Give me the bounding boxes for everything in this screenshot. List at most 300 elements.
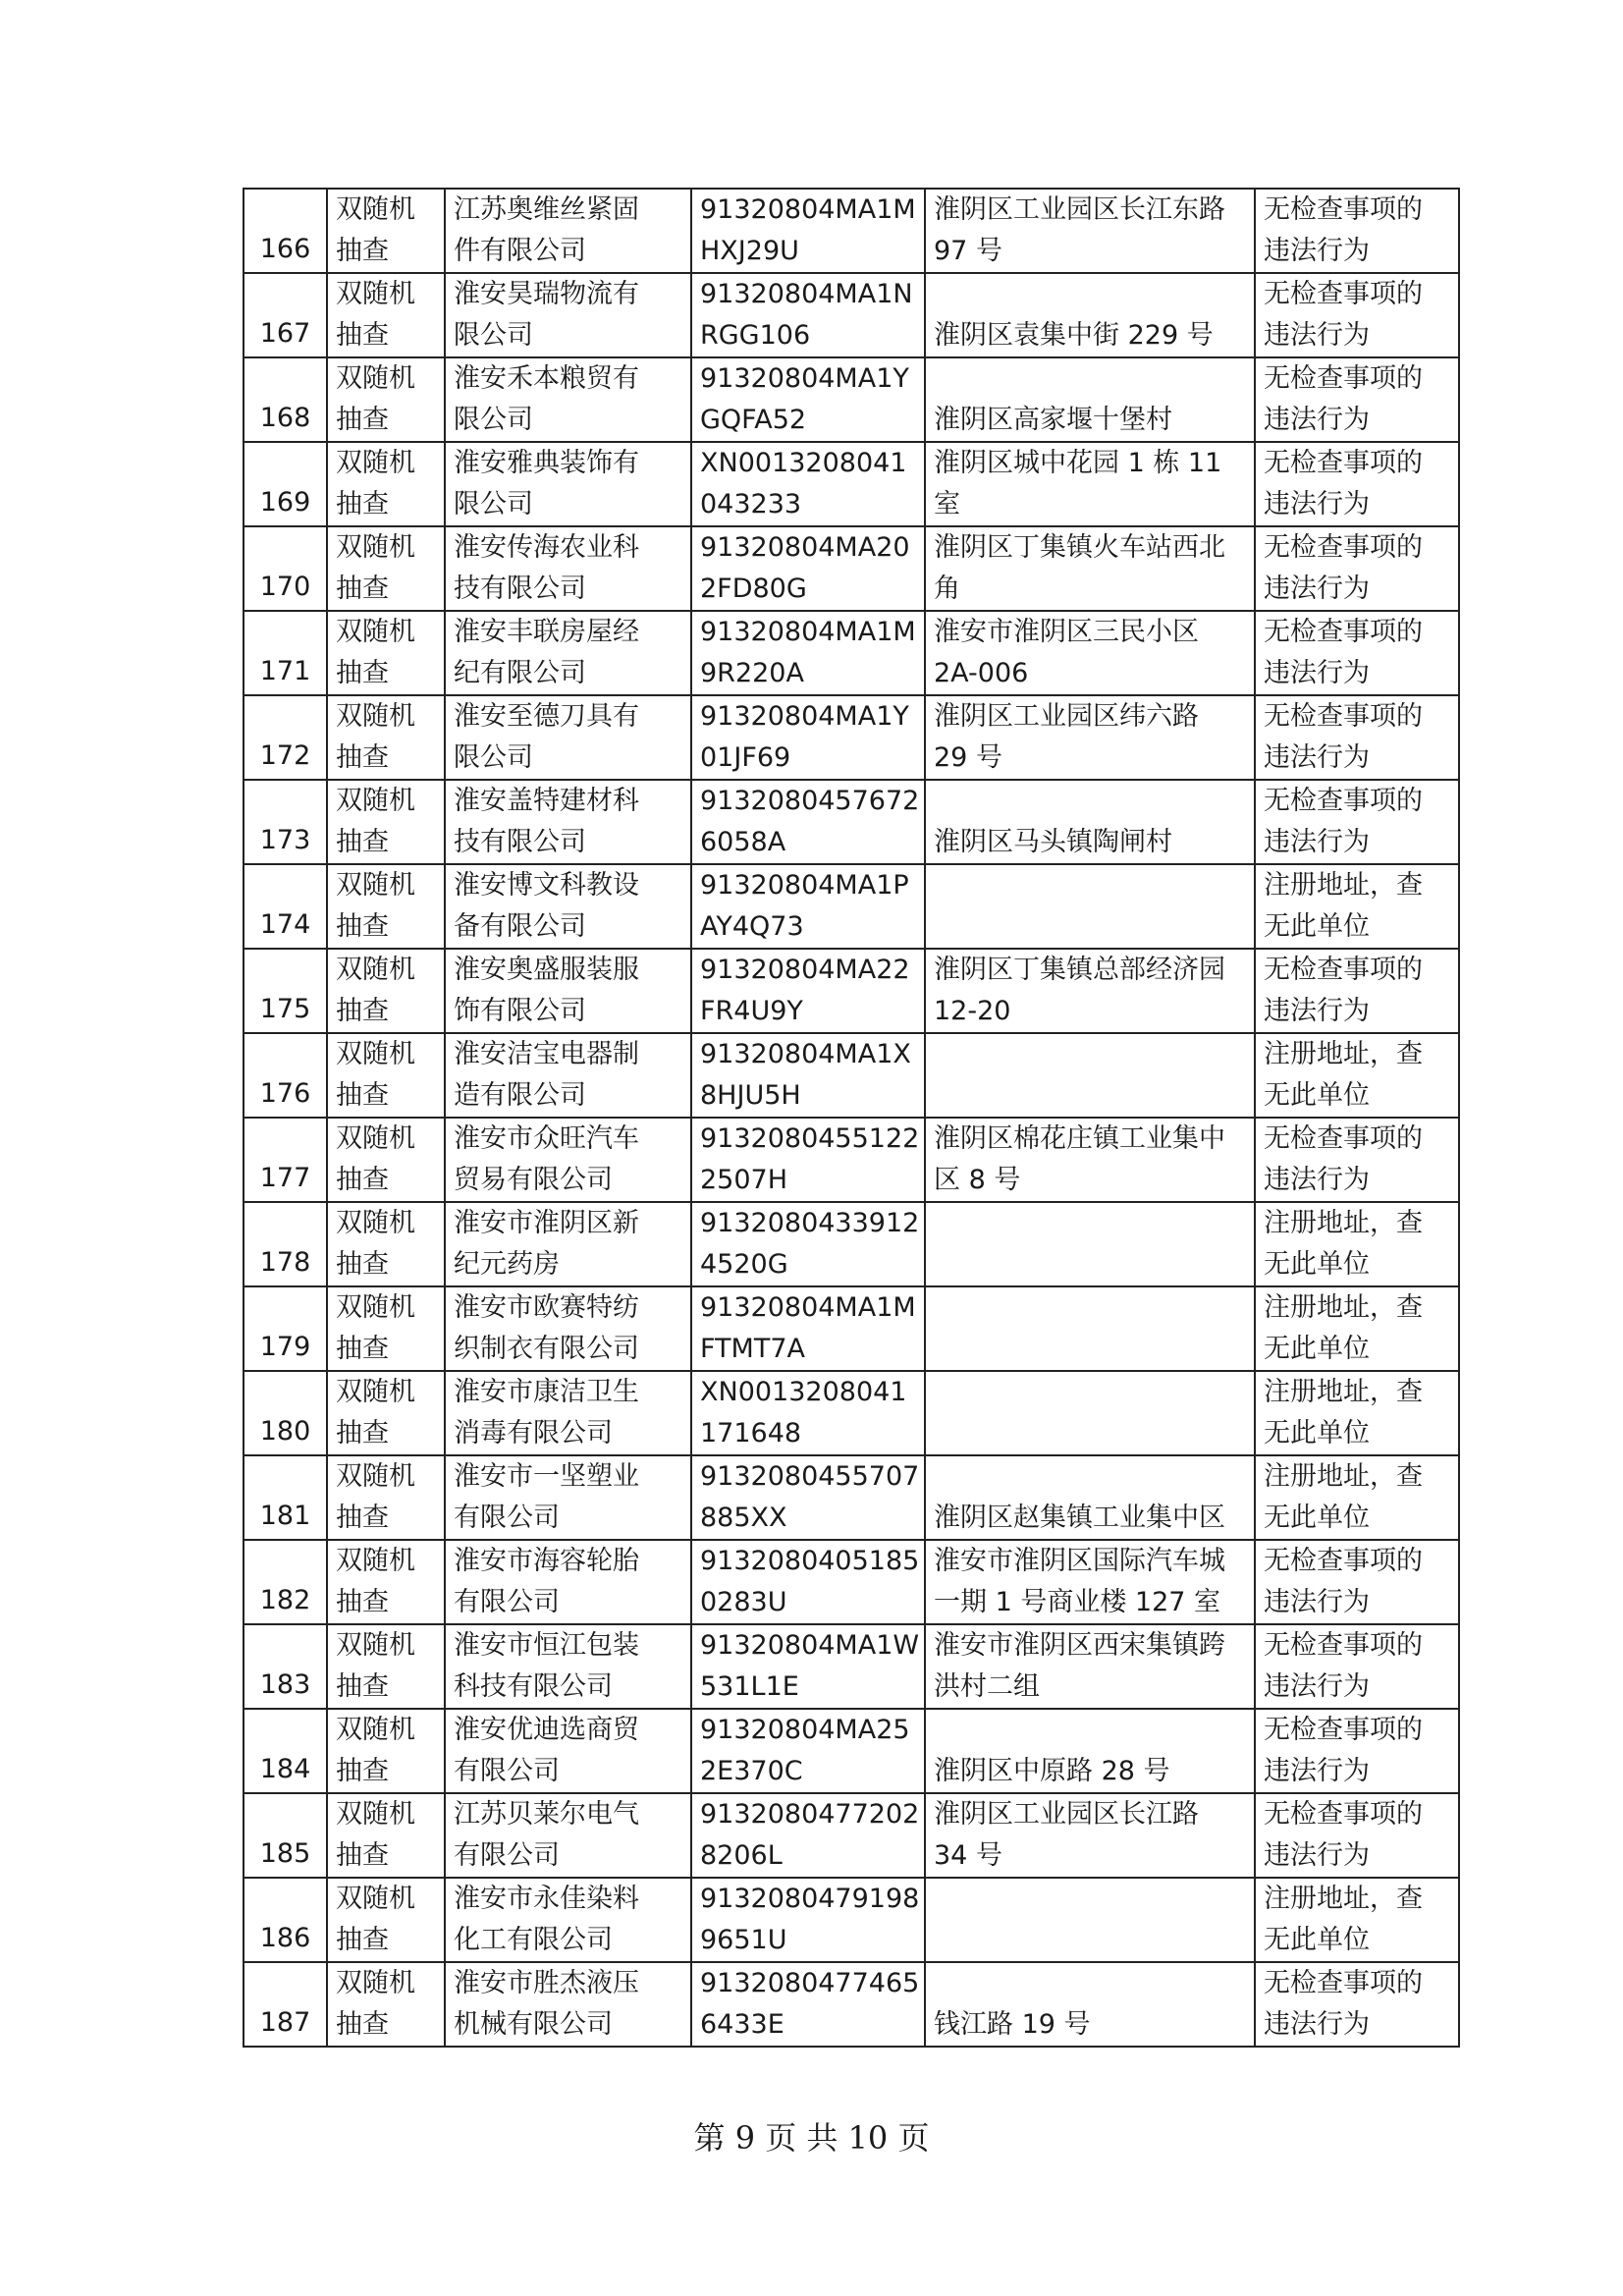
cell-line	[934, 1329, 1246, 1370]
table-row	[243, 949, 1459, 1033]
cell-line: 违法行为	[1264, 1756, 1370, 1786]
address-cell	[925, 357, 1255, 442]
result-cell	[1255, 1286, 1459, 1371]
table-row	[243, 357, 1459, 442]
cell-line: 2FD80G	[700, 574, 807, 604]
cell-line: 淮安禾本粮贸有	[454, 363, 639, 394]
inspection-method-cell	[327, 864, 445, 949]
company-name-cell	[445, 1286, 691, 1371]
address-cell	[925, 1709, 1255, 1793]
result-cell	[1255, 442, 1459, 526]
credit-code-cell	[691, 864, 925, 949]
credit-code-cell	[691, 1624, 925, 1709]
table-row	[243, 1624, 1459, 1709]
cell-line	[934, 1372, 1246, 1413]
credit-code-cell	[691, 695, 925, 780]
table-row	[243, 189, 1459, 273]
inspection-method-cell	[327, 695, 445, 780]
cell-line	[934, 1287, 1246, 1329]
result-cell	[1255, 864, 1459, 949]
cell-line: XN0013208041	[700, 1377, 907, 1407]
company-name-cell	[445, 357, 691, 442]
cell-line: 违法行为	[1264, 405, 1370, 435]
cell-line: 91320804MA20	[700, 532, 910, 563]
cell-line: 淮阴区城中花园 1 栋 11	[934, 448, 1222, 478]
cell-line: 淮安市恒江包装	[454, 1630, 639, 1661]
cell-line	[934, 1034, 1246, 1075]
cell-line: 淮安市永佳染料	[454, 1884, 639, 1914]
cell-line: 抽查	[336, 827, 389, 857]
credit-code-cell	[691, 1455, 925, 1540]
inspection-method-cell	[327, 526, 445, 611]
result-cell	[1255, 1202, 1459, 1286]
cell-line: 8HJU5H	[700, 1080, 801, 1111]
table-row	[243, 780, 1459, 864]
table-body	[243, 189, 1459, 2047]
company-name-cell	[445, 1624, 691, 1709]
result-cell	[1255, 1878, 1459, 1962]
cell-line: 无检查事项的	[1264, 1546, 1423, 1576]
row-number-cell: 177	[243, 1118, 327, 1202]
cell-line: 抽查	[336, 1756, 389, 1786]
table-row	[243, 1202, 1459, 1286]
credit-code-cell	[691, 1202, 925, 1286]
table-row	[243, 1455, 1459, 1540]
cell-line: 淮安市康洁卫生	[454, 1377, 639, 1407]
cell-line: 双随机	[336, 1208, 415, 1238]
cell-line: 91320804MA1X	[700, 1039, 911, 1069]
cell-line: 淮安市海容轮胎	[454, 1546, 639, 1576]
cell-line: 淮安至德刀具有	[454, 701, 639, 732]
credit-code-cell	[691, 273, 925, 357]
address-cell	[925, 1455, 1255, 1540]
cell-line: GQFA52	[700, 405, 807, 435]
cell-line: 纪有限公司	[454, 658, 586, 688]
result-cell	[1255, 611, 1459, 695]
cell-line: 限公司	[454, 405, 533, 435]
credit-code-cell	[691, 357, 925, 442]
cell-line: 无检查事项的	[1264, 1630, 1423, 1661]
inspection-method-cell	[327, 1962, 445, 2047]
address-cell	[925, 526, 1255, 611]
row-number-cell: 178	[243, 1202, 327, 1286]
inspection-method-cell	[327, 1455, 445, 1540]
address-cell	[925, 1371, 1255, 1455]
cell-line: 9R220A	[700, 658, 804, 688]
inspection-method-cell	[327, 780, 445, 864]
credit-code-cell	[691, 611, 925, 695]
row-number-cell: 166	[243, 189, 327, 273]
credit-code-cell	[691, 1371, 925, 1455]
company-name-cell	[445, 526, 691, 611]
row-number-cell: 184	[243, 1709, 327, 1793]
cell-line: 淮阴区棉花庄镇工业集中	[934, 1123, 1225, 1154]
row-number-cell: 183	[243, 1624, 327, 1709]
address-cell	[925, 1202, 1255, 1286]
cell-line: 淮阴区工业园区纬六路	[934, 701, 1199, 732]
inspection-method-cell	[327, 1709, 445, 1793]
cell-line: 抽查	[336, 574, 389, 604]
cell-line: 限公司	[454, 489, 533, 519]
credit-code-cell	[691, 526, 925, 611]
cell-line	[934, 1075, 1246, 1117]
cell-line: 淮安市淮阴区西宋集镇跨	[934, 1630, 1225, 1661]
cell-line	[934, 358, 1246, 400]
cell-line: 淮安市淮阴区三民小区	[934, 617, 1199, 647]
result-cell	[1255, 1371, 1459, 1455]
table-row	[243, 1371, 1459, 1455]
credit-code-cell	[691, 1878, 925, 1962]
cell-line: 淮安市欧赛特纺	[454, 1292, 639, 1323]
cell-line: 抽查	[336, 320, 389, 351]
cell-line: 淮安丰联房屋经	[454, 617, 639, 647]
cell-line: 6058A	[700, 827, 786, 857]
cell-line: 抽查	[336, 1249, 389, 1280]
cell-line	[934, 906, 1246, 948]
company-name-cell	[445, 611, 691, 695]
cell-line: 91320804MA1M	[700, 617, 916, 647]
inspection-method-cell	[327, 1202, 445, 1286]
cell-line: 9132080479198	[700, 1884, 920, 1914]
cell-line: 无此单位	[1264, 1080, 1370, 1111]
row-number-cell: 186	[243, 1878, 327, 1962]
cell-line: 无检查事项的	[1264, 1715, 1423, 1745]
address-cell	[925, 1118, 1255, 1202]
table-row	[243, 695, 1459, 780]
row-number-cell: 179	[243, 1286, 327, 1371]
address-cell	[925, 189, 1255, 273]
cell-line: 双随机	[336, 194, 415, 225]
cell-line: 角	[934, 574, 960, 604]
row-number-cell: 175	[243, 949, 327, 1033]
address-cell	[925, 273, 1255, 357]
cell-line: 抽查	[336, 996, 389, 1026]
result-cell	[1255, 1118, 1459, 1202]
cell-line: 淮安市淮阴区新	[454, 1208, 639, 1238]
cell-line: 限公司	[454, 742, 533, 773]
cell-line: 违法行为	[1264, 1587, 1370, 1617]
cell-line: 双随机	[336, 1715, 415, 1745]
cell-line: 无此单位	[1264, 1249, 1370, 1280]
company-name-cell	[445, 695, 691, 780]
cell-line: 9132080457672	[700, 786, 920, 816]
credit-code-cell	[691, 1793, 925, 1878]
cell-line	[934, 1456, 1246, 1498]
company-name-cell	[445, 780, 691, 864]
cell-line: 抽查	[336, 658, 389, 688]
cell-line: 淮阴区袁集中街 229 号	[934, 320, 1214, 351]
cell-line: 淮阴区丁集镇总部经济园	[934, 955, 1225, 985]
row-number-cell: 169	[243, 442, 327, 526]
inspection-method-cell	[327, 1540, 445, 1624]
cell-line: 34 号	[934, 1840, 1002, 1871]
cell-line: 2A-006	[934, 658, 1029, 688]
cell-line: FTMT7A	[700, 1334, 805, 1364]
cell-line: 无检查事项的	[1264, 448, 1423, 478]
inspection-method-cell	[327, 357, 445, 442]
credit-code-cell	[691, 189, 925, 273]
cell-line: 违法行为	[1264, 489, 1370, 519]
cell-line: 无此单位	[1264, 1418, 1370, 1449]
inspection-method-cell	[327, 1118, 445, 1202]
company-name-cell	[445, 1455, 691, 1540]
table-row	[243, 1962, 1459, 2047]
result-cell	[1255, 1962, 1459, 2047]
cell-line: 科技有限公司	[454, 1671, 613, 1702]
cell-line: 双随机	[336, 955, 415, 985]
cell-line: 有限公司	[454, 1587, 560, 1617]
cell-line: 违法行为	[1264, 827, 1370, 857]
cell-line: 91320804MA1Y	[700, 363, 909, 394]
table-row	[243, 1118, 1459, 1202]
cell-line: 9651U	[700, 1925, 787, 1955]
company-name-cell	[445, 189, 691, 273]
cell-line: 双随机	[336, 279, 415, 309]
cell-line: 12-20	[934, 996, 1011, 1026]
company-name-cell	[445, 1033, 691, 1118]
cell-line: 饰有限公司	[454, 996, 586, 1026]
address-cell	[925, 611, 1255, 695]
address-cell	[925, 1624, 1255, 1709]
cell-line: RGG106	[700, 320, 811, 351]
credit-code-cell	[691, 1540, 925, 1624]
result-cell	[1255, 780, 1459, 864]
cell-line: 抽查	[336, 1165, 389, 1195]
company-name-cell	[445, 1540, 691, 1624]
result-cell	[1255, 1455, 1459, 1540]
company-name-cell	[445, 1371, 691, 1455]
table-row	[243, 526, 1459, 611]
table-row	[243, 1540, 1459, 1624]
cell-line: 淮安市淮阴区国际汽车城	[934, 1546, 1225, 1576]
cell-line	[934, 1710, 1246, 1751]
cell-line: 织制衣有限公司	[454, 1334, 639, 1364]
cell-line: 双随机	[336, 1968, 415, 1998]
cell-line: 注册地址，查	[1264, 1208, 1423, 1238]
cell-line: 171648	[700, 1418, 802, 1449]
cell-line: 淮安市胜杰液压	[454, 1968, 639, 1998]
cell-line: 违法行为	[1264, 742, 1370, 773]
result-cell	[1255, 357, 1459, 442]
cell-line: 01JF69	[700, 742, 791, 773]
cell-line: 注册地址，查	[1264, 1461, 1423, 1492]
cell-line: 9132080455707	[700, 1461, 920, 1492]
cell-line: 违法行为	[1264, 574, 1370, 604]
cell-line: 双随机	[336, 1884, 415, 1914]
cell-line	[934, 1879, 1246, 1920]
cell-line	[934, 781, 1246, 822]
inspection-method-cell	[327, 1371, 445, 1455]
result-cell	[1255, 273, 1459, 357]
cell-line: 抽查	[336, 1334, 389, 1364]
cell-line: 违法行为	[1264, 236, 1370, 266]
cell-line: 双随机	[336, 786, 415, 816]
cell-line: 一期 1 号商业楼 127 室	[934, 1587, 1221, 1617]
cell-line: 无检查事项的	[1264, 1799, 1423, 1830]
address-cell	[925, 780, 1255, 864]
address-cell	[925, 864, 1255, 949]
row-number-cell: 180	[243, 1371, 327, 1455]
company-name-cell	[445, 442, 691, 526]
cell-line: 区 8 号	[934, 1165, 1021, 1195]
cell-line: 钱江路 19 号	[934, 2009, 1091, 2040]
result-cell	[1255, 1540, 1459, 1624]
address-cell	[925, 1033, 1255, 1118]
cell-line: 91320804MA1M	[700, 1292, 916, 1323]
cell-line: 纪元药房	[454, 1249, 560, 1280]
cell-line: 4520G	[700, 1249, 788, 1280]
cell-line: 无检查事项的	[1264, 786, 1423, 816]
cell-line: 淮阴区丁集镇火车站西北	[934, 532, 1225, 563]
cell-line: 91320804MA1W	[700, 1630, 920, 1661]
company-name-cell	[445, 1793, 691, 1878]
cell-line: 件有限公司	[454, 236, 586, 266]
row-number-cell: 173	[243, 780, 327, 864]
address-cell	[925, 949, 1255, 1033]
cell-line: 0283U	[700, 1587, 787, 1617]
cell-line: 9132080405185	[700, 1546, 920, 1576]
inspection-method-cell	[327, 1624, 445, 1709]
cell-line: FR4U9Y	[700, 996, 803, 1026]
result-cell	[1255, 189, 1459, 273]
cell-line: 双随机	[336, 1799, 415, 1830]
cell-line: 8206L	[700, 1840, 783, 1871]
row-number-cell: 170	[243, 526, 327, 611]
result-cell	[1255, 1793, 1459, 1878]
cell-line: 违法行为	[1264, 996, 1370, 1026]
table-row	[243, 1793, 1459, 1878]
cell-line: 淮阴区中原路 28 号	[934, 1756, 1170, 1786]
cell-line: 2E370C	[700, 1756, 803, 1786]
cell-line: 无检查事项的	[1264, 532, 1423, 563]
cell-line: 淮安传海农业科	[454, 532, 639, 563]
cell-line: 注册地址，查	[1264, 1292, 1423, 1323]
cell-line: 双随机	[336, 1377, 415, 1407]
cell-line: 91320804MA1P	[700, 870, 909, 901]
address-cell	[925, 1286, 1255, 1371]
cell-line	[934, 865, 1246, 906]
result-cell	[1255, 949, 1459, 1033]
cell-line: 双随机	[336, 617, 415, 647]
result-cell	[1255, 1709, 1459, 1793]
company-name-cell	[445, 1709, 691, 1793]
cell-line: 双随机	[336, 870, 415, 901]
cell-line: 抽查	[336, 911, 389, 942]
cell-line: 885XX	[700, 1503, 787, 1533]
cell-line: 双随机	[336, 448, 415, 478]
cell-line: 抽查	[336, 489, 389, 519]
cell-line: 9132080477465	[700, 1968, 920, 1998]
cell-line: 无此单位	[1264, 1334, 1370, 1364]
cell-line: 室	[934, 489, 960, 519]
cell-line: 淮阴区高家堰十堡村	[934, 405, 1172, 435]
cell-line: 注册地址，查	[1264, 1039, 1423, 1069]
inspection-method-cell	[327, 273, 445, 357]
cell-line: 淮阴区工业园区长江东路	[934, 194, 1225, 225]
cell-line: 违法行为	[1264, 2009, 1370, 2040]
company-name-cell	[445, 1962, 691, 2047]
cell-line	[934, 274, 1246, 315]
cell-line: 抽查	[336, 1080, 389, 1111]
credit-code-cell	[691, 442, 925, 526]
cell-line: 机械有限公司	[454, 2009, 613, 2040]
cell-line: 2507H	[700, 1165, 788, 1195]
cell-line: 双随机	[336, 1039, 415, 1069]
row-number-cell: 182	[243, 1540, 327, 1624]
result-cell	[1255, 526, 1459, 611]
cell-line: 抽查	[336, 742, 389, 773]
cell-line: 江苏贝莱尔电气	[454, 1799, 639, 1830]
cell-line: 贸易有限公司	[454, 1165, 613, 1195]
cell-line: XN0013208041	[700, 448, 907, 478]
cell-line: 双随机	[336, 1292, 415, 1323]
cell-line: 双随机	[336, 532, 415, 563]
inspection-method-cell	[327, 189, 445, 273]
inspection-method-cell	[327, 611, 445, 695]
cell-line: 无检查事项的	[1264, 279, 1423, 309]
credit-code-cell	[691, 1033, 925, 1118]
cell-line	[934, 1963, 1246, 2004]
cell-line: 有限公司	[454, 1503, 560, 1533]
row-number-cell: 167	[243, 273, 327, 357]
cell-line: 无此单位	[1264, 911, 1370, 942]
cell-line: 备有限公司	[454, 911, 586, 942]
table-row	[243, 611, 1459, 695]
cell-line: 抽查	[336, 2009, 389, 2040]
row-number-cell: 172	[243, 695, 327, 780]
cell-line: 限公司	[454, 320, 533, 351]
company-name-cell	[445, 273, 691, 357]
cell-line: 造有限公司	[454, 1080, 586, 1111]
cell-line: 有限公司	[454, 1840, 560, 1871]
inspection-method-cell	[327, 442, 445, 526]
cell-line: 双随机	[336, 1461, 415, 1492]
table-row	[243, 273, 1459, 357]
inspection-method-cell	[327, 1878, 445, 1962]
cell-line: 淮安奥盛服装服	[454, 955, 639, 985]
cell-line: 双随机	[336, 1123, 415, 1154]
page-footer: 第 9 页 共 10 页	[693, 2119, 930, 2157]
cell-line: 淮阴区工业园区长江路	[934, 1799, 1199, 1830]
cell-line: 注册地址，查	[1264, 1884, 1423, 1914]
cell-line: 淮安昊瑞物流有	[454, 279, 639, 309]
inspection-method-cell	[327, 1033, 445, 1118]
row-number-cell: 171	[243, 611, 327, 695]
cell-line: 无此单位	[1264, 1925, 1370, 1955]
row-number-cell: 174	[243, 864, 327, 949]
cell-line: 违法行为	[1264, 1671, 1370, 1702]
cell-line: 抽查	[336, 1671, 389, 1702]
credit-code-cell	[691, 780, 925, 864]
cell-line: 违法行为	[1264, 1165, 1370, 1195]
row-number-cell: 187	[243, 1962, 327, 2047]
credit-code-cell	[691, 949, 925, 1033]
inspection-method-cell	[327, 1793, 445, 1878]
credit-code-cell	[691, 1709, 925, 1793]
cell-line	[934, 1920, 1246, 1961]
cell-line: 91320804MA25	[700, 1715, 910, 1745]
cell-line	[934, 1244, 1246, 1285]
cell-line: 淮阴区马头镇陶闸村	[934, 827, 1172, 857]
cell-line: 技有限公司	[454, 827, 586, 857]
address-cell	[925, 695, 1255, 780]
cell-line: 043233	[700, 489, 802, 519]
row-number-cell: 185	[243, 1793, 327, 1878]
cell-line: 注册地址，查	[1264, 870, 1423, 901]
table-row	[243, 1286, 1459, 1371]
cell-line: 29 号	[934, 742, 1002, 773]
company-name-cell	[445, 864, 691, 949]
